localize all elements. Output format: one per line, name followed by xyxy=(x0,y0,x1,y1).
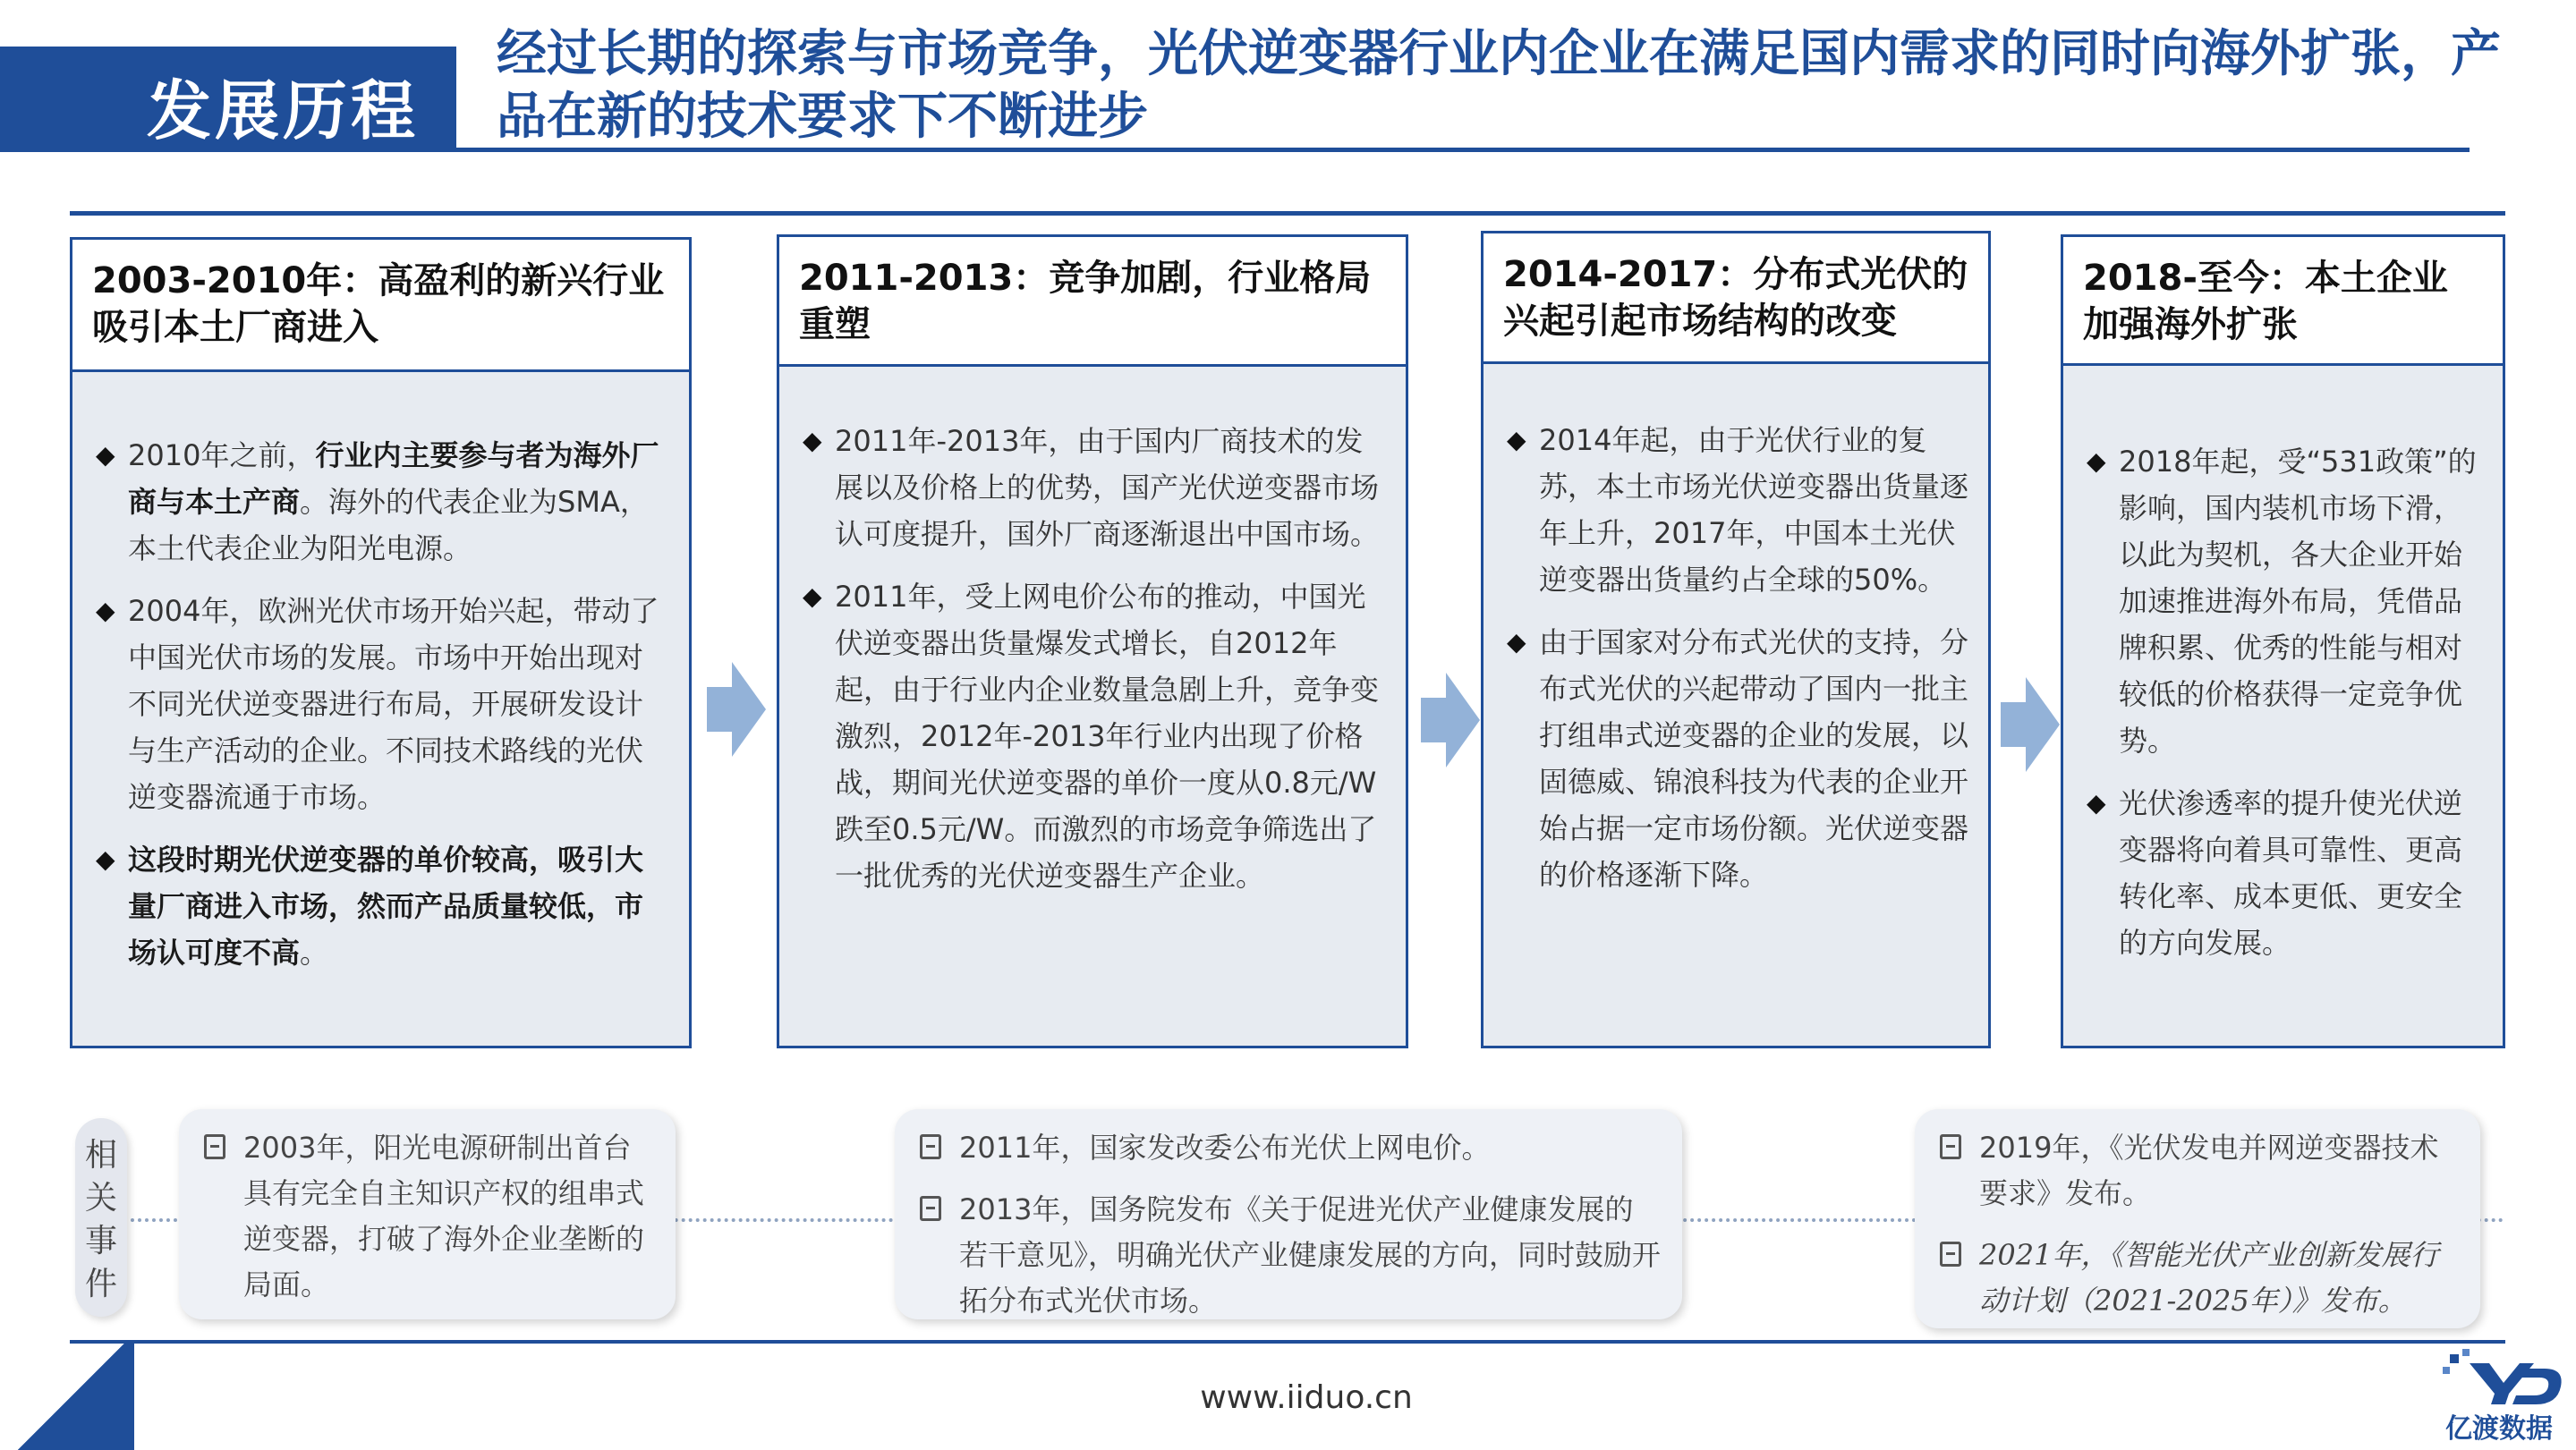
stage-bullet: ◆ 光伏渗透率的提升使光伏逆变器将向着具可靠性、更高转化率、成本更低、更安全的方向发展。 xyxy=(2083,780,2485,966)
stage-bullet: ◆ 2014年起，由于光伏行业的复苏，本土市场光伏逆变器出货量逐年上升，2017年，中国本土光伏逆变器出货量约占全球的50%。 xyxy=(1503,417,1970,603)
diamond-bullet-icon: ◆ xyxy=(1507,627,1526,657)
stage-bullet: ◆ 2004年，欧洲光伏市场开始兴起，带动了中国光伏市场的发展。市场中开始出现对不同光伏逆变器进行布局，开展研发设计与生产活动的企业。不同技术路线的光伏逆变器流通于市场。 xyxy=(92,588,671,820)
stage-bullet: ◆ 这段时期光伏逆变器的单价较高，吸引大量厂商进入市场，然而产品质量较低，市场认可度不高。 xyxy=(92,836,671,976)
stage-title: 2003-2010年：高盈利的新兴行业吸引本土厂商进入 xyxy=(72,240,689,372)
stage-2011-2013 xyxy=(777,234,1408,1048)
stage-title: 2018-至今：本土企业加强海外扩张 xyxy=(2063,237,2503,366)
event-item: 2011年，国家发改委公布光伏上网电价。 xyxy=(916,1125,1661,1171)
website-url[interactable]: www.iiduo.cn xyxy=(1200,1379,1413,1416)
timeline-top-rule xyxy=(70,211,2505,216)
diamond-bullet-icon: ◆ xyxy=(96,844,115,874)
page-title: 发展历程 xyxy=(146,73,419,148)
event-group-2019-2021 xyxy=(1915,1109,2480,1328)
stage-bullet: ◆ 2018年起，受“531政策”的影响，国内装机市场下滑，以此为契机，各大企业开始加速推进海外布局，凭借品牌积累、优秀的性能与相对较低的价格获得一定竞争优势。 xyxy=(2083,438,2485,764)
stage-bullet: ◆ 由于国家对分布式光伏的支持，分布式光伏的兴起带动了国内一批主打组串式逆变器的企业的发展，以固德威、锦浪科技为代表的企业开始占据一定市场份额。光伏逆变器的价格逐渐下降。 xyxy=(1503,619,1970,898)
arrow-head xyxy=(732,662,766,757)
document-icon xyxy=(1940,1134,1961,1159)
arrow-head xyxy=(1446,673,1480,767)
arrow-right-icon xyxy=(707,687,734,732)
headline: 经过长期的探索与市场竞争，光伏逆变器行业内企业在满足国内需求的同时向海外扩张，产品在新的技术要求下不断进步 xyxy=(497,25,2501,146)
document-icon xyxy=(920,1196,941,1221)
title-tab xyxy=(0,47,456,152)
stage-bullet: ◆ 2011年，受上网电价公布的推动，中国光伏逆变器出货量爆发式增长，自2012年起，由于行业内企业数量急剧上升，竞争变激烈，2012年-2013年行业内出现了价格战，期间光伏逆变器的单价一度从0.8元/W跌至0.5元/W。而激烈的市场竞争筛选出了一批优秀的光伏逆变器生产企业。 xyxy=(799,573,1388,899)
stage-2018-now xyxy=(2061,234,2505,1048)
stage-bullet: ◆ 2011年-2013年，由于国内厂商技术的发展以及价格上的优势，国产光伏逆变器市场认可度提升，国外厂商逐渐退出中国市场。 xyxy=(799,418,1388,557)
event-item: 2021年，《智能光伏产业创新发展行动计划（2021-2025年）》发布。 xyxy=(1936,1233,2459,1324)
diamond-bullet-icon: ◆ xyxy=(2087,446,2106,476)
stage-2014-2017 xyxy=(1481,231,1991,1048)
event-item: 2003年，阳光电源研制出首台具有完全自主知识产权的组串式逆变器，打破了海外企业垄断的局面。 xyxy=(200,1125,654,1308)
diamond-bullet-icon: ◆ xyxy=(803,426,822,455)
document-icon xyxy=(1940,1242,1961,1267)
related-events-label: 相关事件 xyxy=(75,1118,127,1317)
event-group-2011-2013 xyxy=(895,1109,1682,1319)
arrow-head xyxy=(2026,677,2060,772)
stage-title: 2014-2017：分布式光伏的兴起引起市场结构的改变 xyxy=(1484,233,1988,364)
diamond-bullet-icon: ◆ xyxy=(96,440,115,470)
header-divider xyxy=(456,148,2470,152)
stage-2003-2010 xyxy=(70,237,692,1048)
diamond-bullet-icon: ◆ xyxy=(96,596,115,625)
stage-title: 2011-2013：竞争加剧，行业格局重塑 xyxy=(779,237,1406,367)
arrow-right-icon xyxy=(1421,698,1448,742)
document-icon xyxy=(204,1134,225,1159)
corner-decoration xyxy=(0,1342,134,1450)
diamond-bullet-icon: ◆ xyxy=(2087,788,2106,818)
event-item: 2019年，《光伏发电并网逆变器技术要求》发布。 xyxy=(1936,1125,2459,1217)
stage-bullet: ◆ 2010年之前，行业内主要参与者为海外厂商与本土产商。海外的代表企业为SMA，本土代表企业为阳光电源。 xyxy=(92,432,671,572)
arrow-right-icon xyxy=(2001,702,2028,747)
document-icon xyxy=(920,1134,941,1159)
diamond-bullet-icon: ◆ xyxy=(1507,425,1526,454)
diamond-bullet-icon: ◆ xyxy=(803,581,822,611)
event-group-2003 xyxy=(179,1109,676,1319)
event-item: 2013年，国务院发布《关于促进光伏产业健康发展的若干意见》，明确光伏产业健康发展的方向，同时鼓励开拓分布式光伏市场。 xyxy=(916,1187,1661,1324)
footer-divider xyxy=(70,1340,2505,1344)
logo-text: 亿渡数据 xyxy=(2445,1413,2553,1445)
